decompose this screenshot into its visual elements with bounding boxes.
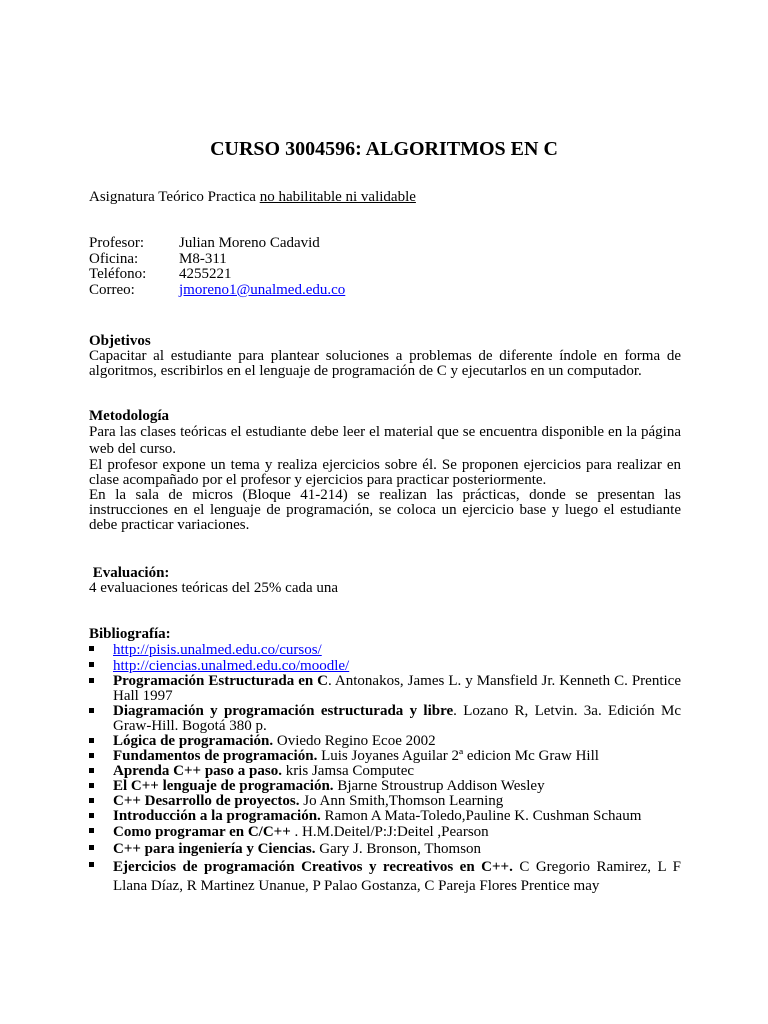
- list-item: [89, 764, 681, 779]
- bullet-icon: [89, 828, 94, 833]
- section-metodologia: [89, 409, 681, 533]
- bullet-icon: [89, 646, 94, 651]
- book-title: Aprenda C++ paso a paso.: [113, 763, 282, 779]
- list-item: [89, 749, 681, 764]
- list-item: [89, 674, 681, 704]
- list-item: [89, 642, 681, 658]
- book-title: Fundamentos de programación.: [113, 748, 318, 764]
- book-details: . Antonakos, James L. y Mansfield Jr. Kenneth C. Prentice Hall 1997: [113, 673, 681, 704]
- bibliography-link[interactable]: http://ciencias.unalmed.edu.co/moodle/: [113, 658, 350, 674]
- book-details: Bjarne Stroustrup Addison Wesley: [333, 778, 545, 794]
- book-details: Gary J. Bronson, Thomson: [315, 841, 482, 857]
- list-item: [89, 809, 681, 824]
- bullet-icon: [89, 662, 94, 667]
- book-details: Oviedo Regino Ecoe 2002: [273, 733, 436, 749]
- section-heading: Evaluación:: [89, 565, 170, 581]
- bullet-icon: [89, 862, 94, 867]
- section-heading: Objetivos: [89, 333, 151, 349]
- info-row-telefono: [89, 267, 681, 283]
- metodologia-paragraph: En la sala de micros (Bloque 41-214) se realizan las prácticas, donde se presentan las instrucciones en el lenguaje de programación, se coloca un ejercicio base y luego el estudiante debe practicar variaciones.: [89, 487, 681, 533]
- bullet-icon: [89, 768, 94, 773]
- book-title: Programación Estructurada en C: [113, 673, 329, 689]
- book-title: Como programar en C/C++: [113, 824, 291, 840]
- book-title: Lógica de programación.: [113, 733, 274, 749]
- metodologia-paragraph: El profesor expone un tema y realiza ejercicios sobre él. Se proponen ejercicios para realizar en clase acompañado por el profesor y ejercicios para practicar posteriormente.: [89, 457, 681, 488]
- book-details: . Lozano R, Letvin. 3a. Edición Mc Graw-Hill. Bogotá 380 p.: [113, 703, 681, 734]
- section-bibliografia: [89, 627, 681, 896]
- bullet-icon: [89, 813, 94, 818]
- book-details: C Gregorio Ramirez, L F Llana Díaz, R Martinez Unanue, P Palao Gostanza, C Pareja Flores Prentice may: [113, 859, 681, 894]
- contact-info: [89, 236, 681, 298]
- bullet-icon: [89, 753, 94, 758]
- bullet-icon: [89, 738, 94, 743]
- section-objetivos: [89, 334, 681, 379]
- list-item: [89, 779, 681, 794]
- info-label: Oficina:: [89, 250, 139, 267]
- info-value: M8-311: [179, 250, 227, 267]
- subject-line: [89, 190, 681, 205]
- bullet-icon: [89, 845, 94, 850]
- book-title: Introducción a la programación.: [113, 808, 321, 824]
- book-title: Diagramación y programación estructurada y libre: [113, 703, 454, 719]
- book-details: kris Jamsa Computec: [281, 763, 415, 779]
- metodologia-paragraph: Para las clases teóricas el estudiante debe leer el material que se encuentra disponible en la página web del curso.: [89, 424, 681, 457]
- email-link[interactable]: jmoreno1@unalmed.edu.co: [179, 281, 346, 298]
- info-label: Correo:: [89, 281, 135, 298]
- book-title: Ejercicios de programación Creativos y recreativos en C++.: [113, 859, 513, 875]
- info-label: Teléfono:: [89, 266, 147, 282]
- list-item: [89, 734, 681, 749]
- list-item: [89, 858, 681, 896]
- bullet-icon: [89, 708, 94, 713]
- bullet-icon: [89, 798, 94, 803]
- list-item: [89, 841, 681, 858]
- info-row-profesor: [89, 236, 681, 252]
- book-title: C++ Desarrollo de proyectos.: [113, 793, 300, 809]
- book-details: Ramon A Mata-Toledo,Pauline K. Cushman Schaum: [320, 808, 642, 824]
- bullet-icon: [89, 678, 94, 683]
- bibliography-list: [89, 642, 681, 896]
- info-label: Profesor:: [89, 235, 144, 251]
- subject-prefix: Asignatura Teórico Practica: [89, 189, 260, 205]
- bibliography-link[interactable]: http://pisis.unalmed.edu.co/cursos/: [113, 642, 322, 658]
- evaluacion-text: 4 evaluaciones teóricas del 25% cada una: [89, 580, 339, 596]
- section-heading: Metodología: [89, 408, 169, 424]
- objetivos-text: Capacitar al estudiante para plantear soluciones a problemas de diferente índole en forma de algoritmos, escribirlos en el lenguaje de programación de C y ejecutarlos en un computador.: [89, 348, 681, 379]
- section-heading: Bibliografía:: [89, 626, 171, 642]
- list-item: [89, 658, 681, 674]
- section-evaluacion: [89, 566, 681, 596]
- info-row-oficina: [89, 252, 681, 268]
- list-item: [89, 704, 681, 734]
- book-title: El C++ lenguaje de programación.: [113, 778, 334, 794]
- book-title: C++ para ingeniería y Ciencias.: [113, 841, 316, 857]
- list-item: [89, 824, 681, 841]
- info-value: Julian Moreno Cadavid: [179, 235, 320, 251]
- info-value: 4255221: [179, 266, 232, 282]
- page-title: CURSO 3004596: ALGORITMOS EN C: [210, 138, 558, 160]
- info-row-correo: [89, 283, 681, 299]
- book-details: . H.M.Deitel/P:J:Deitel ,Pearson: [290, 824, 489, 840]
- book-details: Jo Ann Smith,Thomson Learning: [299, 793, 504, 809]
- bullet-icon: [89, 783, 94, 788]
- list-item: [89, 794, 681, 809]
- subject-underlined: no habilitable ni validable: [259, 189, 416, 205]
- book-details: Luis Joyanes Aguilar 2ª edicion Mc Graw Hill: [317, 748, 599, 764]
